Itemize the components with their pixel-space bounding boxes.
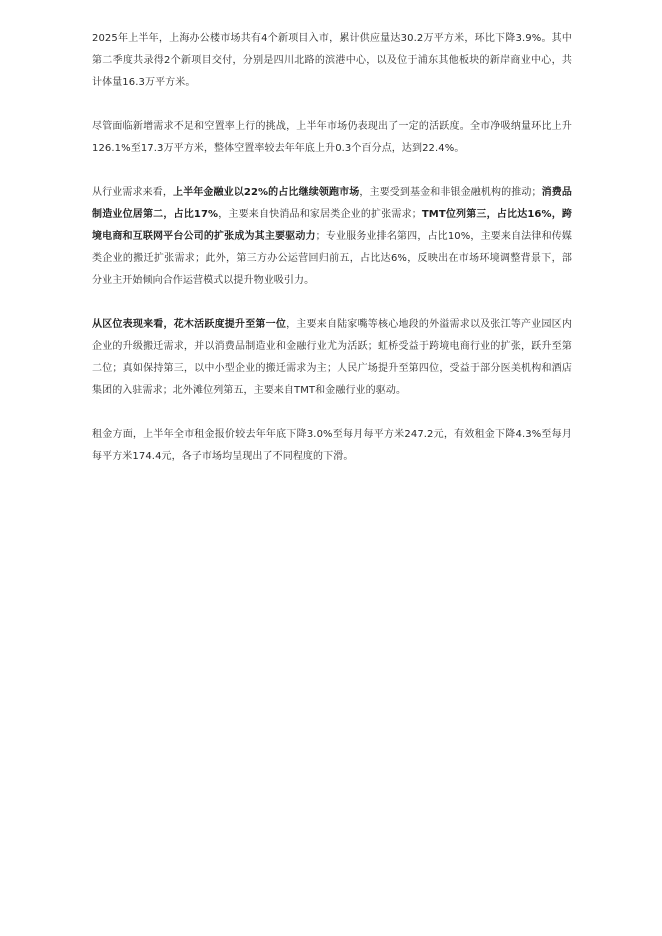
text-segment: ，主要来自快消品和家居类企业的扩张需求； [218,209,422,220]
bold-text-segment: 消费品制造业位居第二，占比17% [92,187,572,220]
text-segment: ，主要来自陆家嘴等核心地段的外溢需求以及张江等产业园区内企业的升级搬迁需求，并以消费品制造业和金融行业尤为活跃；虹桥受益于跨境电商行业的扩张，跃升至第二位；真如保持第三，以中小型企业的搬迁需求为主；人民广场提升至第四位，受益于部分医美机构和酒店集团的入驻需求；北外滩位列第五，主要来自TMT和金融行业的驱动。 [92,319,572,396]
paragraph-rent [92,424,572,468]
paragraph-supply [92,28,572,94]
paragraph-submarket-performance [92,314,572,402]
paragraph-absorption [92,116,572,160]
bold-text-segment: 上半年金融业以22%的占比继续领跑市场 [173,187,360,198]
text-segment: ，主要受到基金和非银金融机构的推动； [359,187,542,198]
text-segment: 租金方面，上半年全市租金报价较去年年底下降3.0%至每月每平方米247.2元，有效租金下降4.3%至每月每平方米174.4元，各子市场均呈现出了不同程度的下滑。 [92,429,572,462]
paragraph-industry-demand [92,182,572,292]
article-body [92,28,572,490]
bold-text-segment: TMT位列第三，占比达16%，跨境电商和互联网平台公司的扩张成为其主要驱动力 [92,209,572,242]
text-segment: ；专业服务业排名第四，占比10%，主要来自法律和传媒类企业的搬迁扩张需求；此外，第三方办公运营回归前五，占比达6%，反映出在市场环境调整背景下，部分业主开始倾向合作运营模式以提升物业吸引力。 [92,231,572,286]
text-segment: 从行业需求来看， [92,187,174,198]
text-segment: 2025年上半年，上海办公楼市场共有4个新项目入市，累计供应量达30.2万平方米，环比下降3.9%。其中第二季度共录得2个新项目交付，分别是四川北路的滨港中心，以及位于浦东其他板块的新岸商业中心，共计体量16.3万平方米。 [92,33,572,88]
bold-text-segment: 从区位表现来看，花木活跃度提升至第一位 [92,319,287,330]
text-segment: 尽管面临新增需求不足和空置率上行的挑战，上半年市场仍表现出了一定的活跃度。全市净吸纳量环比上升126.1%至17.3万平方米，整体空置率较去年年底上升0.3个百分点，达到22.4%。 [92,121,572,154]
